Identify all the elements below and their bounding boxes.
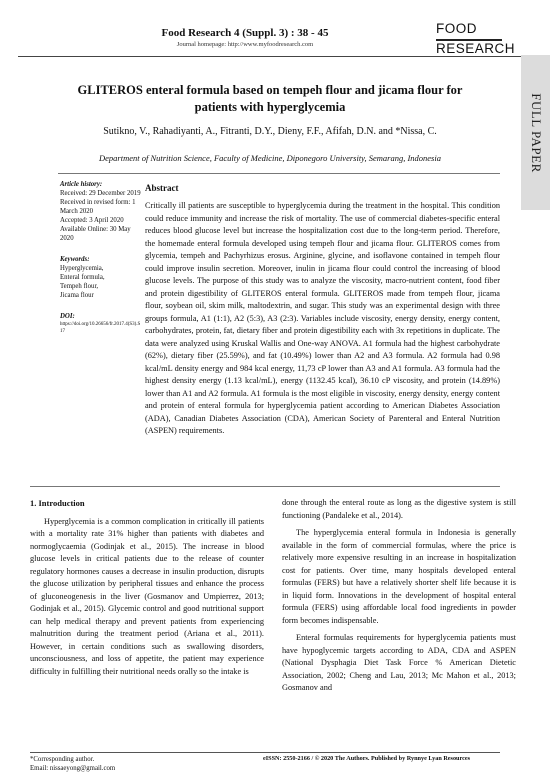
received-date: Received: 29 December 2019 (60, 190, 141, 197)
intro-paragraph: done through the enteral route as long as the digestive system is still functioning (Pandaleke et al., 2014). (282, 498, 516, 520)
corresponding-author (30, 755, 115, 773)
keyword: Tempeh flour, (60, 283, 99, 290)
journal-title: Food Research 4 (Suppl. 3) : 38 - 45 (161, 27, 329, 39)
logo-line-food: FOOD (436, 21, 477, 36)
doi-link[interactable]: https://doi.org/10.26656/fr.2017.4(S3).S17 (60, 322, 141, 334)
abstract-bottom-divider (30, 486, 500, 487)
paper-title: GLITEROS enteral formula based on tempeh flour and jicama flour for patients with hyperglycemia (77, 83, 463, 114)
keywords-heading: Keywords: (60, 256, 90, 263)
section-heading-introduction: 1. Introduction (30, 498, 85, 508)
full-paper-tab (521, 55, 550, 210)
keyword: Hyperglycemia, (60, 265, 104, 272)
journal-homepage[interactable]: Journal homepage: http://www.myfoodresearch.com (176, 41, 314, 48)
full-paper-label: FULL PAPER (528, 92, 544, 173)
body-column-left (30, 497, 264, 683)
abstract-top-divider (58, 173, 500, 174)
revised-date: Received in revised form: 1 March 2020 (60, 199, 136, 215)
author-list: Sutikno, V., Rahadiyanti, A., Fitranti, D.Y., Dieny, F.F., Afifah, D.N. and *Nissa, C. (103, 126, 437, 137)
keyword: Enteral formula, (60, 274, 105, 281)
abstract-text: Critically ill patients are susceptible to hyperglycemia during the treatment in the hospital. This condition could reduce immunity and increase the risk of mortality. The use of commercial diabetes-specific enteral reduces blood glucose level but increase the hospitalization cost due to the long-term period. Therefore, the homemade enteral formula developed using tempeh flour and jicama flour. GLITEROS comes from glycemia, tempeh and Pachyrhizus erosus. Arginine, glycine, and isoflavone contained in tempeh flour could improve insulin secretion. Moreover, inulin in jicama flour could control the increasing of blood glucose levels. The purpose of this study was to analyze the viscosity, macro-nutrient content, food fiber and protein digestibility of GLITEROS enteral formula. GLITEROS made from tempeh flour, jicama flour, soybean oil, skim milk, maltodextrin, and sugar. This study was an experimental design with three groups formula, A1 (1:1), A2 (5:3), A3 (2:3). Variables include viscosity, energy density, energy content, carbohydrates, protein, fat, dietary fiber and protein digestibility each with 3x repetitions in duplicate. The data were analyzed using Kruskal Wallis and One-way ANOVA. A1 formula had the highest carbohydrate (62%), dietary fiber (25.59%), and fat (10.49%) lower than A2 and A3 formula. A2 formula had 0.98 kcal/mL density energy and 984 kcal energy, 11,73 cP lower than A3 and A1 formula. A3 formula had the highest density energy (1.13 kcal/mL), energy (1132.45 kcal), 36.10 cP viscosity, and protein (14.89%) lower than A1 and A2 formula. A1 formula is the most eligible in viscosity, energy density, energy content and protein of enteral formula for hyperglycemia patient according to American Diabetes Association (ADA), Canadian Diabetes Association (CDA), American Society of Parenteral and Enteral Nutrition (ASPEN) requirements. (145, 201, 500, 435)
doi-heading: DOI: (60, 313, 75, 320)
intro-paragraph: Hyperglycemia is a common complication in critically ill patients with a mortality rate 31% higher than patients with diabetes and normoglycaemia (Godinjak et al., 2015). The increase in blood glucose levels in critical patients due to the release of counter regulatory hormones causes a decrease in insulin production, disrupts the glucose utilization by peripheral tissues and enhance the process of gluconeogenesis in the liver (Gosmanov and Umpierrez, 2013; Godinjak et al., 2015). Glycemic control and good nutritional support can help medical therapy and prevent patients from experiencing malnutrition during the treatment period (Ariana et al., 2011). However, in certain conditions such as swallowing disorders, unconsciousness, and loss of appetite, the patient may experience difficulty in fulfilling their nutritional needs orally so the intake is (30, 516, 264, 676)
affiliation: Department of Nutrition Science, Faculty of Medicine, Diponegoro University, Semarang, Indonesia (99, 153, 441, 163)
intro-paragraph: The hyperglycemia enteral formula in Indonesia is generally available in the form of commercial formulas, where the price is relatively more expensive resulting in an increase in hospitalization cost for patients. Over time, many hospitals developed enteral formulas (FERS) but have a relatively shorter shelf life because it is in liquid form. Innovations in the development of hospital enteral formula (FERS) using affordable local food ingredients in powder form becomes indispensable. (282, 528, 516, 625)
article-history-heading: Article history: (60, 181, 103, 188)
issn-line: eISSN: 2550-2166 / © 2020 The Authors. Published by Rynnye Lyan Resources (263, 755, 471, 762)
corresponding-label: *Corresponding author. (30, 756, 95, 763)
accepted-date: Accepted: 3 April 2020 (60, 217, 124, 224)
logo-line-research: RESEARCH (436, 41, 516, 56)
journal-logo (430, 21, 516, 61)
author-email[interactable]: Email: nissaeyong@gmail.com (30, 765, 116, 772)
keyword: Jicama flour (60, 292, 94, 299)
abstract-heading: Abstract (145, 183, 179, 193)
footer-divider (30, 752, 500, 753)
online-date: Available Online: 30 May 2020 (60, 226, 131, 242)
article-info (60, 180, 142, 335)
intro-paragraph: Enteral formulas requirements for hyperglycemia patients must have hypoglycemic targets according to ADA, CDA and ASPEN (National Dysphagia Diet Task Force % American Dietetic Association, 2002; Cheng and Lau, 2013; Mc Mahon et al., 2013; Gosmanov and (282, 633, 516, 692)
body-column-right (282, 497, 516, 700)
